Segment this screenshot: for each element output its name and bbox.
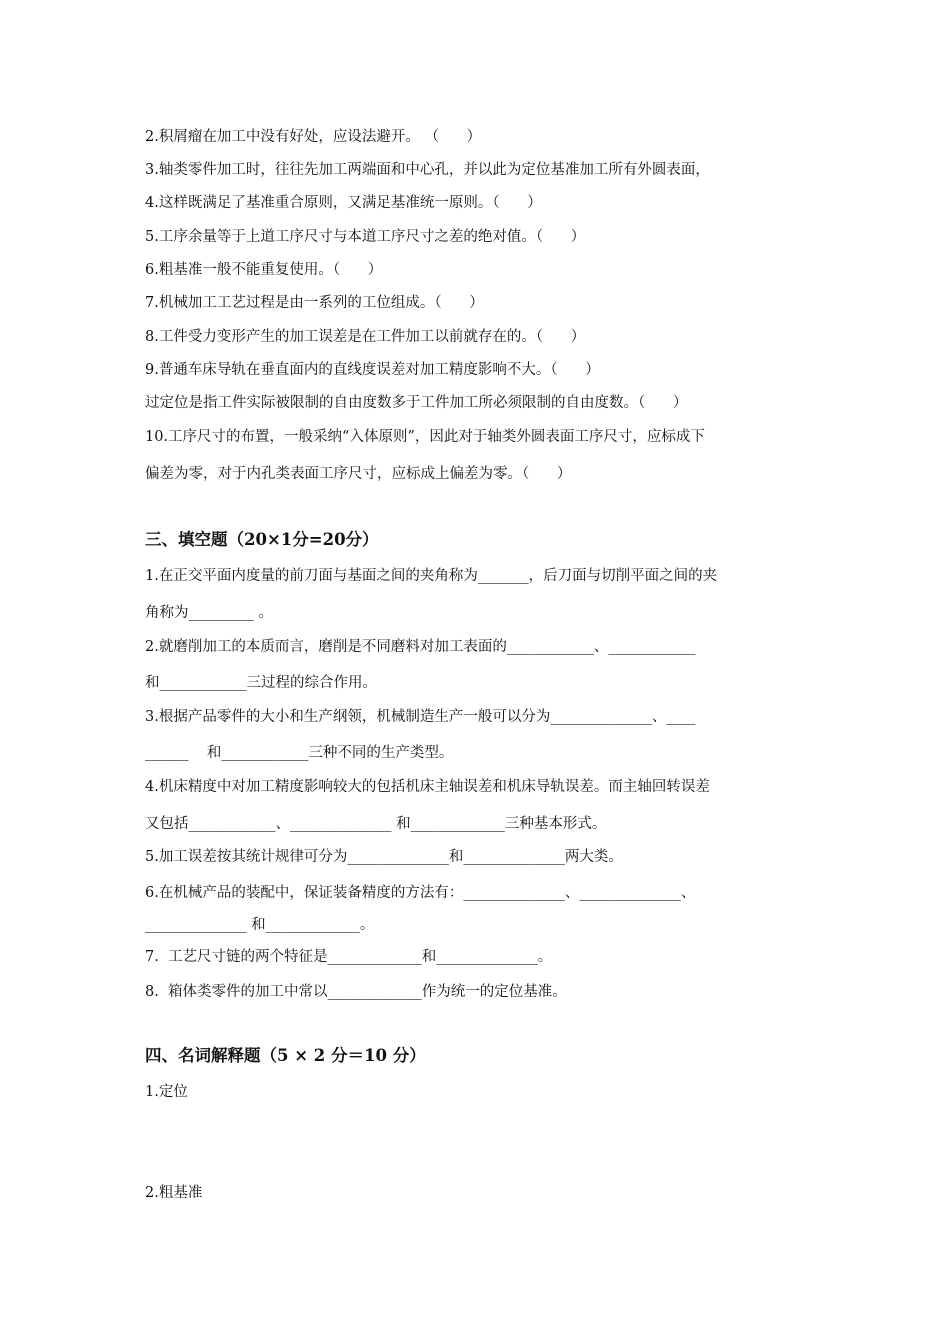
fill-line: 7. 工艺尺寸链的两个特征是_____________和______________。 — [145, 949, 553, 965]
fill-line: 又包括____________、______________ 和_____________三种基本形式。 — [145, 816, 607, 832]
judge-item-10-cont: 偏差为零，对于内孔类表面工序尺寸，应标成上偏差为零。（ ） — [145, 466, 572, 482]
fill-line: ______________ 和_____________。 — [145, 917, 375, 933]
judge-item-10: 10.工序尺寸的布置，一般采纳“入体原则”，因此对于轴类外圆表面工序尺寸，应标成下 — [145, 429, 705, 445]
judge-item-3: 3.轴类零件加工时，往往先加工两端面和中心孔，并以此为定位基准加工所有外圆表面， — [145, 162, 710, 178]
judge-item-9: 9.普通车床导轨在垂直面内的直线度误差对加工精度影响不大。（ ） — [145, 362, 600, 378]
judge-item-2: 2.积屑瘤在加工中没有好处，应设法避开。 （ ） — [145, 129, 482, 145]
term-item-2: 2.粗基准 — [145, 1185, 203, 1201]
fill-line: 角称为_________ 。 — [145, 605, 273, 621]
fill-line: ______ 和____________三种不同的生产类型。 — [145, 745, 454, 761]
fill-line: 5.加工误差按其统计规律可分为______________和______________两大类。 — [145, 849, 623, 865]
fill-line: 6.在机械产品的装配中，保证装备精度的方法有：______________、______________、 — [145, 885, 696, 901]
fill-line: 和____________三过程的综合作用。 — [145, 675, 377, 691]
fill-line: 3.根据产品零件的大小和生产纲领，机械制造生产一般可以分为______________、____ — [145, 709, 696, 725]
judge-item-8: 8.工件受力变形产生的加工误差是在工件加工以前就存在的。（ ） — [145, 329, 586, 345]
judge-item-5: 5.工序余量等于上道工序尺寸与本道工序尺寸之差的绝对值。（ ） — [145, 229, 586, 245]
fill-line: 4.机床精度中对加工精度影响较大的包括机床主轴误差和机床导轨误差。而主轴回转误差 — [145, 779, 710, 795]
section-title-fill: 三、填空题（20×1分=20分） — [145, 530, 379, 549]
fill-line: 2.就磨削加工的本质而言，磨削是不同磨料对加工表面的____________、____________ — [145, 639, 696, 655]
fill-line: 1.在正交平面内度量的前刀面与基面之间的夹角称为_______，后刀面与切削平面之间的夹 — [145, 568, 718, 584]
judge-item-7: 7.机械加工工艺过程是由一系列的工位组成。（ ） — [145, 295, 484, 311]
fill-line: 8. 箱体类零件的加工中常以_____________作为统一的定位基准。 — [145, 984, 567, 1000]
section-title-terms: 四、名词解释题（5 × 2 分＝10 分） — [145, 1046, 426, 1065]
judge-item-6: 6.粗基准一般不能重复使用。（ ） — [145, 262, 383, 278]
judge-item-4: 4.这样既满足了基准重合原则，又满足基准统一原则。（ ） — [145, 195, 542, 211]
judge-item-overpositioning: 过定位是指工件实际被限制的自由度数多于工件加工所必须限制的自由度数。（ ） — [145, 395, 688, 411]
term-item-1: 1.定位 — [145, 1084, 188, 1100]
